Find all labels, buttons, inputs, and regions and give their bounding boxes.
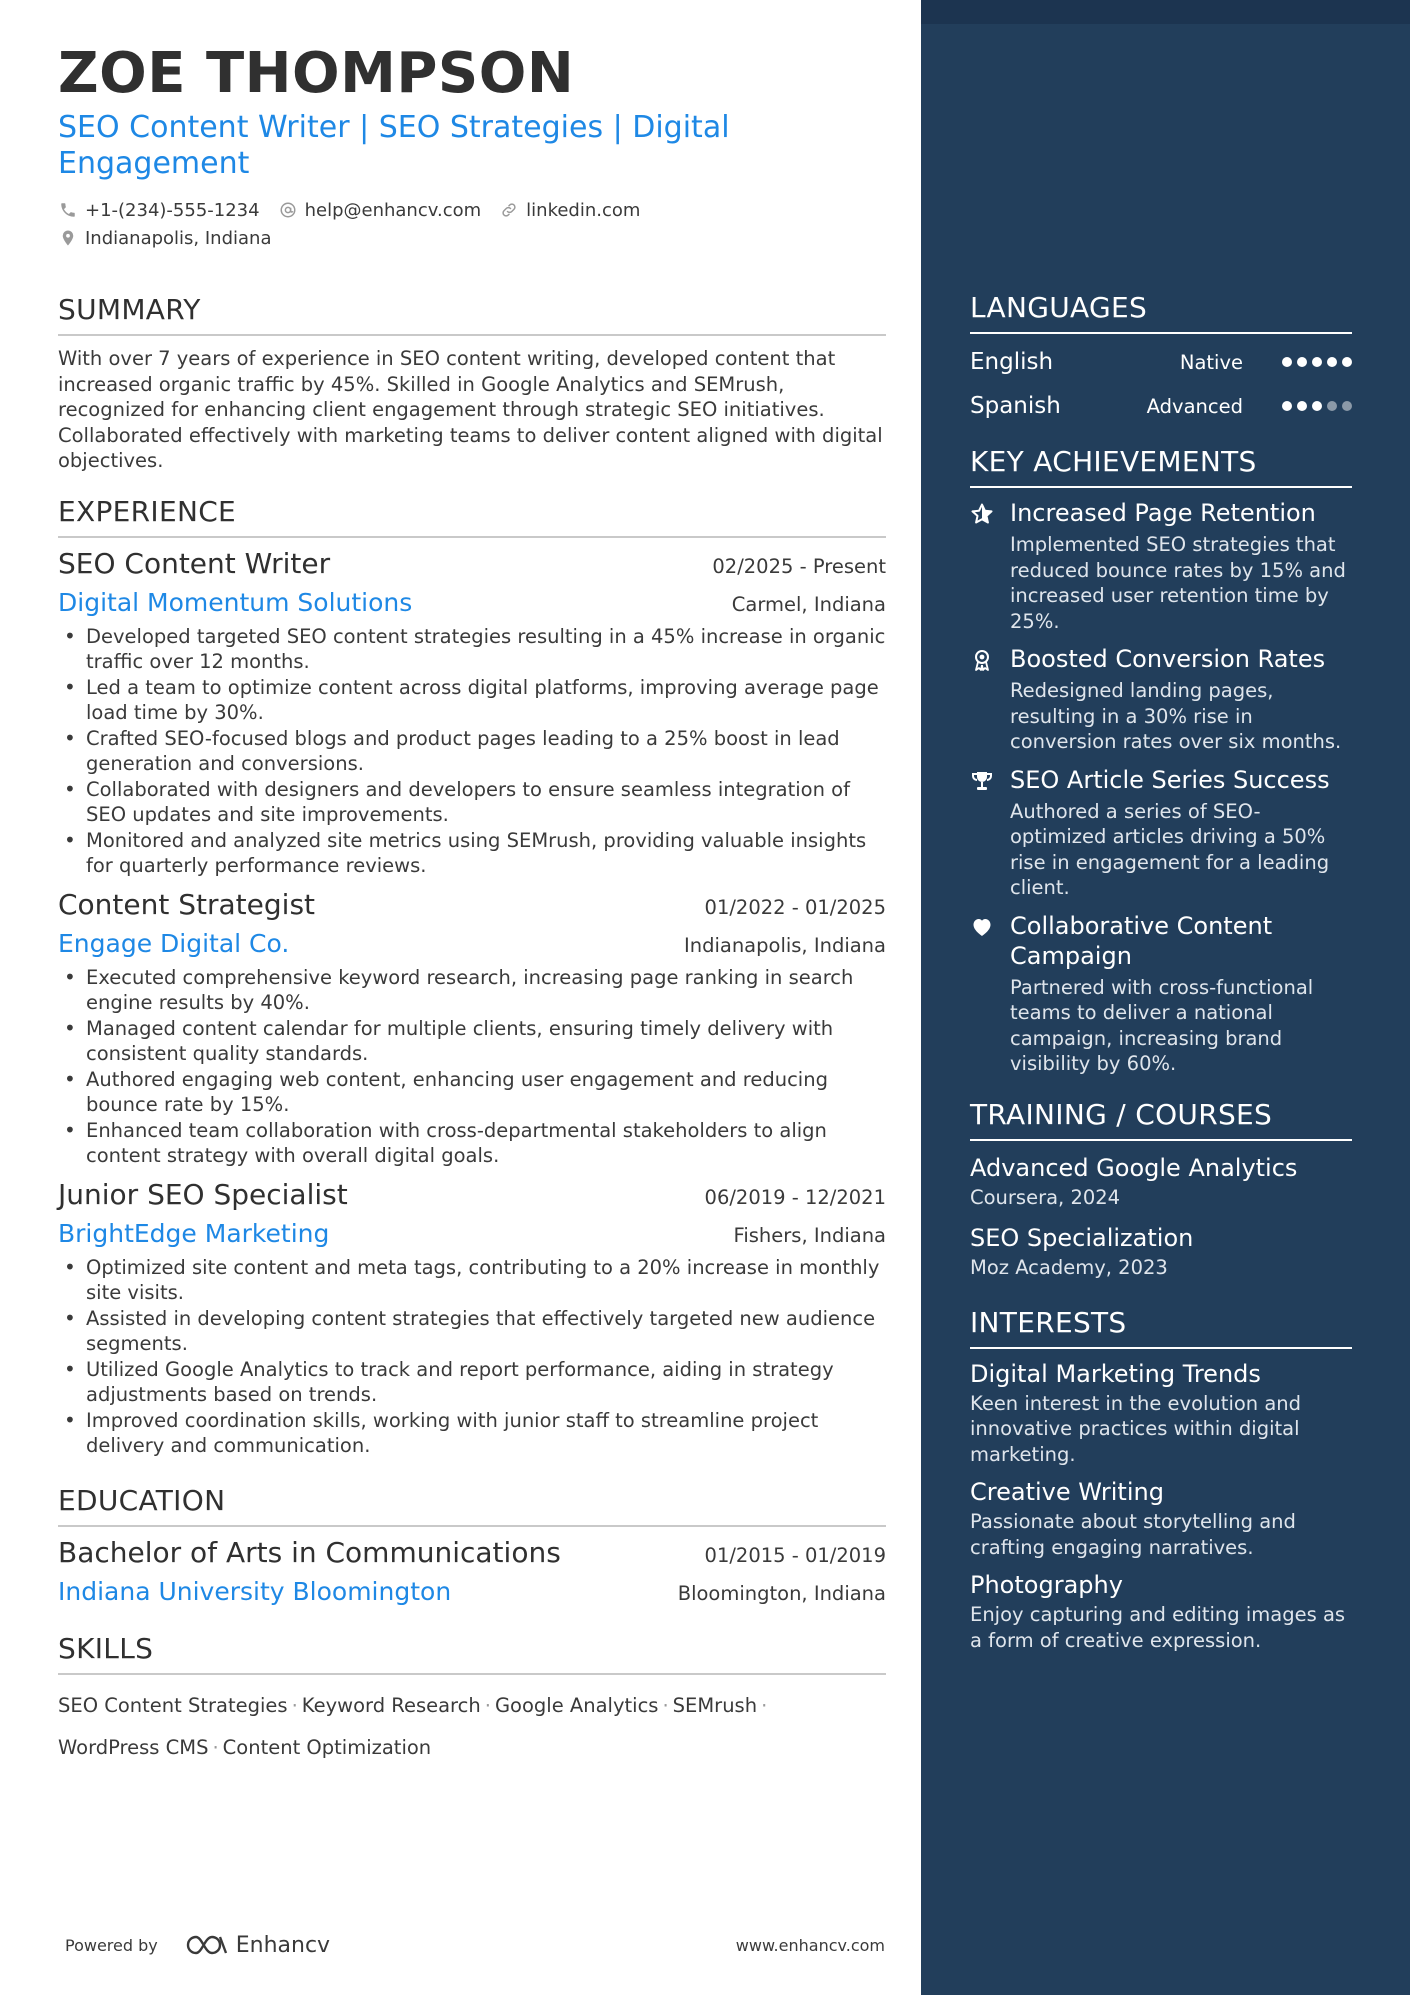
language-name: Spanish: [970, 393, 1061, 419]
phone-contact[interactable]: [58, 200, 260, 221]
summary-section: [58, 292, 886, 474]
achievement-title: Increased Page Retention: [1010, 499, 1316, 527]
interest-item: [970, 1475, 1352, 1560]
course-provider: Coursera, 2024: [970, 1185, 1121, 1209]
phone-icon: [58, 200, 78, 220]
phone-text: +1-(234)-555-1234: [85, 199, 260, 221]
candidate-name: ZOE THOMPSON: [58, 41, 575, 106]
bullet-item: • Utilized Google Analytics to track and report performance, aiding in strategy adjustments based on trends.: [58, 1357, 886, 1408]
interest-title: Creative Writing: [970, 1478, 1164, 1506]
enhancv-brand-text: Enhancv: [235, 1932, 331, 1958]
language-item: [970, 340, 1352, 384]
interest-title: Digital Marketing Trends: [970, 1359, 1261, 1388]
rating-dot-filled: [1297, 401, 1307, 411]
languages-heading: LANGUAGES: [970, 290, 1352, 334]
skill-separator: ·: [212, 1735, 219, 1759]
rating-dot-filled: [1282, 401, 1292, 411]
enhancv-logo[interactable]: [184, 1932, 330, 1958]
interest-title: Photography: [970, 1571, 1123, 1599]
skill-item: SEMrush: [672, 1693, 758, 1717]
education-entry: [58, 1533, 886, 1611]
achievement-description: Redesigned landing pages, resulting in a 30% rise in conversion rates over six months.: [1010, 679, 1342, 753]
linkedin-contact[interactable]: [499, 200, 640, 221]
training-section: [970, 1097, 1352, 1281]
skill-item: SEO Content Strategies: [58, 1693, 288, 1717]
bullet-item: • Monitored and analyzed site metrics using SEMrush, providing valuable insights for quarterly performance reviews.: [58, 828, 886, 879]
candidate-title: SEO Content Writer | SEO Strategies | Digital Engagement: [58, 110, 730, 181]
job-title: Junior SEO Specialist: [58, 1177, 348, 1211]
interest-description: Enjoy capturing and editing images as a form of creative expression.: [970, 1603, 1346, 1652]
job-bullets: [58, 1255, 886, 1459]
skills-list: [58, 1685, 886, 1769]
job-date: 02/2025 - Present: [712, 554, 886, 578]
interests-heading: INTERESTS: [970, 1305, 1352, 1349]
achievements-section: [970, 444, 1352, 1077]
achievement-item: [970, 498, 1352, 634]
job-date: 06/2019 - 12/2021: [704, 1185, 886, 1209]
rating-dot-filled: [1327, 357, 1337, 367]
interest-item: [970, 1357, 1352, 1468]
interest-description: Passionate about storytelling and crafting engaging narratives.: [970, 1510, 1296, 1559]
skills-section: [58, 1631, 886, 1769]
course-provider: Moz Academy, 2023: [970, 1255, 1168, 1279]
bullet-item: • Collaborated with designers and developers to ensure seamless integration of SEO updates and site improvements.: [58, 777, 886, 828]
achievement-description: Implemented SEO strategies that reduced bounce rates by 15% and increased user retention time by 25%.: [1010, 533, 1346, 633]
email-contact[interactable]: [278, 200, 482, 221]
heart-icon: [970, 911, 1010, 1077]
achievement-title: SEO Article Series Success: [1010, 765, 1330, 794]
skill-item: Keyword Research: [301, 1693, 481, 1717]
bullet-item: • Crafted SEO-focused blogs and product pages leading to a 25% boost in lead generation and conversions.: [58, 726, 886, 777]
at-icon: [278, 200, 298, 220]
rating-dot-filled: [1312, 357, 1322, 367]
course-name: SEO Specialization: [970, 1223, 1194, 1252]
summary-heading: SUMMARY: [58, 292, 886, 336]
rating-dot-filled: [1282, 357, 1292, 367]
languages-section: [970, 290, 1352, 428]
experience-entry: [58, 885, 886, 1169]
contact-info: [58, 196, 886, 252]
rating-dot-filled: [1342, 357, 1352, 367]
skill-separator: ·: [761, 1693, 768, 1717]
achievement-title: Boosted Conversion Rates: [1010, 645, 1326, 673]
skill-item: Content Optimization: [222, 1735, 432, 1759]
location-pin-icon: [58, 228, 78, 248]
bullet-item: • Developed targeted SEO content strategies resulting in a 45% increase in organic traffic over 12 months.: [58, 624, 886, 675]
company-name: Digital Momentum Solutions: [58, 587, 413, 617]
bullet-item: • Executed comprehensive keyword research, increasing page ranking in search engine results by 40%.: [58, 965, 886, 1016]
bullet-item: • Optimized site content and meta tags, contributing to a 20% increase in monthly site visits.: [58, 1255, 886, 1306]
experience-heading: EXPERIENCE: [58, 494, 886, 538]
main-column: [58, 40, 886, 1769]
bullet-item: • Authored engaging web content, enhancing user engagement and reducing bounce rate by 15%.: [58, 1067, 886, 1118]
interest-item: [970, 1568, 1352, 1653]
email-text: help@enhancv.com: [304, 199, 482, 221]
skill-item: Google Analytics: [494, 1693, 659, 1717]
education-heading: EDUCATION: [58, 1483, 886, 1527]
experience-entry: [58, 1175, 886, 1459]
footer-site-link[interactable]: www.enhancv.com: [735, 1935, 885, 1955]
interests-section: [970, 1305, 1352, 1654]
training-heading: TRAINING / COURSES: [970, 1097, 1352, 1141]
job-bullets: [58, 624, 886, 879]
bullet-item: • Improved coordination skills, working with junior staff to streamline project delivery and communication.: [58, 1408, 886, 1459]
language-item: [970, 384, 1352, 428]
enhancv-logo-icon: [184, 1932, 230, 1958]
experience-entry: [58, 544, 886, 879]
trophy-icon: [970, 765, 1010, 901]
job-location: Carmel, Indiana: [731, 592, 886, 616]
achievement-item: [970, 644, 1352, 755]
skills-heading: SKILLS: [58, 1631, 886, 1675]
course-item: [970, 1151, 1352, 1211]
school-location: Bloomington, Indiana: [677, 1581, 886, 1605]
job-location: Indianapolis, Indiana: [683, 933, 886, 957]
company-name: Engage Digital Co.: [58, 928, 290, 958]
achievement-item: [970, 765, 1352, 901]
location-contact: [58, 228, 272, 249]
company-name: BrightEdge Marketing: [58, 1218, 330, 1248]
bullet-item: • Managed content calendar for multiple clients, ensuring timely delivery with consistent quality standards.: [58, 1016, 886, 1067]
school-name: Indiana University Bloomington: [58, 1576, 452, 1606]
rating-dot-empty: [1327, 401, 1337, 411]
job-title: Content Strategist: [58, 887, 316, 921]
achievement-description: Authored a series of SEO-optimized articles driving a 50% rise in engagement for a leading client.: [1010, 799, 1330, 899]
achievement-item: [970, 911, 1352, 1077]
rating-dot-filled: [1297, 357, 1307, 367]
degree-title: Bachelor of Arts in Communications: [58, 1535, 561, 1569]
job-title: SEO Content Writer: [58, 546, 331, 580]
rating-dot-filled: [1312, 401, 1322, 411]
skill-separator: ·: [291, 1693, 298, 1717]
achievement-title: Collaborative Content Campaign: [1010, 911, 1273, 970]
skill-item: WordPress CMS: [58, 1735, 209, 1759]
achievements-heading: KEY ACHIEVEMENTS: [970, 444, 1352, 488]
job-date: 01/2022 - 01/2025: [704, 895, 886, 919]
sidebar-column: [970, 290, 1352, 1653]
powered-by-label: Powered by: [65, 1935, 158, 1955]
rating-dot-empty: [1342, 401, 1352, 411]
language-rating: [1277, 401, 1352, 411]
bullet-item: • Assisted in developing content strategies that effectively targeted new audience segments.: [58, 1306, 886, 1357]
award-icon: [970, 644, 1010, 755]
language-level: Native: [1179, 350, 1243, 374]
education-section: [58, 1483, 886, 1611]
experience-section: [58, 494, 886, 1459]
bullet-item: • Enhanced team collaboration with cross-departmental stakeholders to align content strategy with overall digital goals.: [58, 1118, 886, 1169]
language-rating: [1277, 357, 1352, 367]
course-name: Advanced Google Analytics: [970, 1153, 1298, 1182]
skill-separator: ·: [662, 1693, 669, 1717]
bullet-item: • Led a team to optimize content across digital platforms, improving average page load time by 30%.: [58, 675, 886, 726]
interest-description: Keen interest in the evolution and innovative practices within digital marketing.: [970, 1391, 1302, 1466]
language-level: Advanced: [1146, 394, 1243, 418]
course-item: [970, 1221, 1352, 1281]
job-location: Fishers, Indiana: [733, 1223, 886, 1247]
link-icon: [499, 200, 519, 220]
summary-text: With over 7 years of experience in SEO content writing, developed content that increased organic traffic by 45%. Skilled in Google Analytics and SEMrush, recognized for enhancing client engagement through strategic SEO initiatives. Collaborated effectively with marketing teams to deliver content aligned with digital objectives.: [58, 347, 883, 472]
sidebar-top-bar: [921, 0, 1410, 24]
achievement-description: Partnered with cross-functional teams to deliver a national campaign, increasing brand visibility by 60%.: [1010, 975, 1314, 1075]
linkedin-text: linkedin.com: [526, 199, 641, 221]
star-icon: [970, 498, 1010, 634]
job-bullets: [58, 965, 886, 1169]
location-text: Indianapolis, Indiana: [85, 227, 272, 249]
skill-separator: ·: [484, 1693, 491, 1717]
language-name: English: [970, 349, 1054, 375]
education-date: 01/2015 - 01/2019: [704, 1543, 886, 1567]
page-footer: [65, 1925, 885, 1965]
